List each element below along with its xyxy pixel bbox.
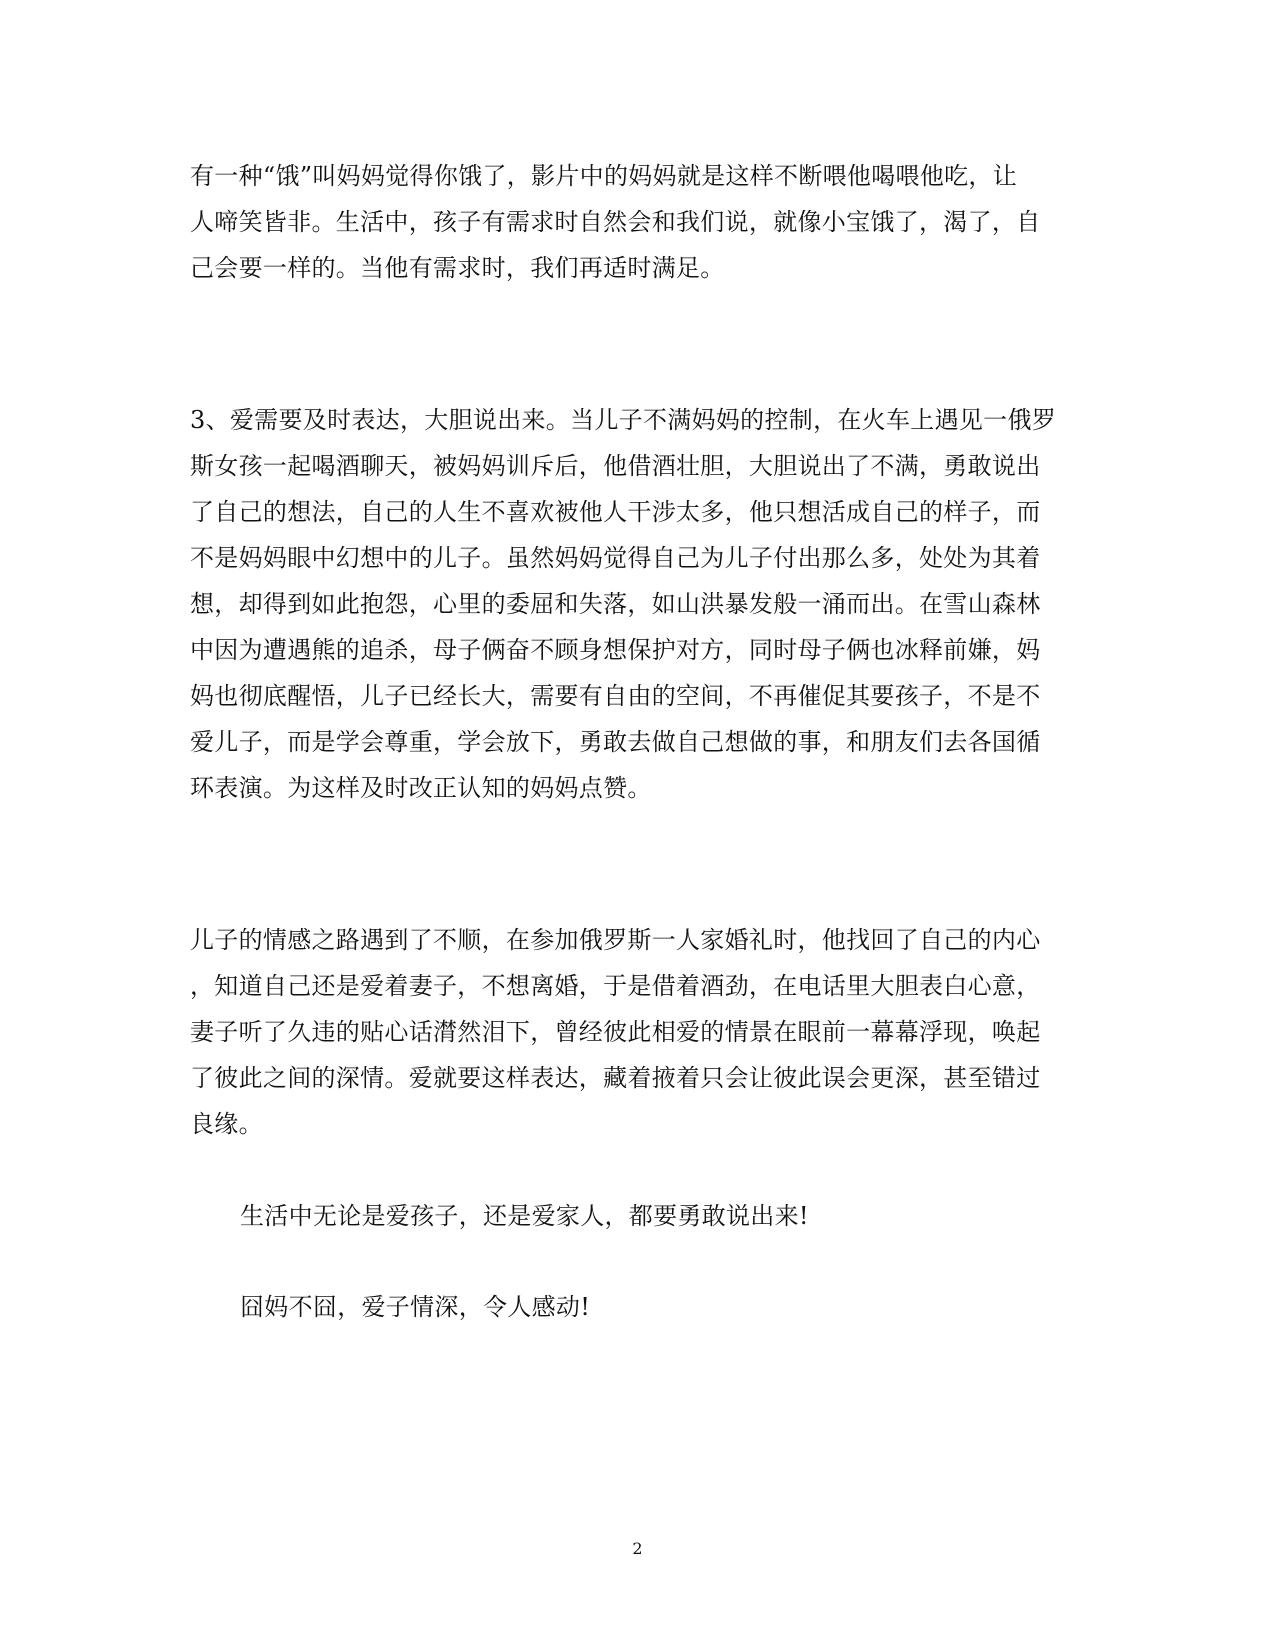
text-line: 儿子的情感之路遇到了不顺，在参加俄罗斯一人家婚礼时，他找回了自己的内心 <box>190 926 1041 954</box>
text-line: 妻子听了久违的贴心话潸然泪下，曾经彼此相爱的情景在眼前一幕幕浮现，唤起 <box>190 1018 1041 1046</box>
text-line: 人啼笑皆非。生活中，孩子有需求时自然会和我们说，就像小宝饿了，渴了，自 <box>190 208 1041 236</box>
text-line: 斯女孩一起喝酒聊天，被妈妈训斥后，他借酒壮胆，大胆说出了不满，勇敢说出 <box>190 452 1041 480</box>
text-line: 不是妈妈眼中幻想中的儿子。虽然妈妈觉得自己为儿子付出那么多，处处为其着 <box>190 544 1041 572</box>
text-line: 有一种“饿”叫妈妈觉得你饿了，影片中的妈妈就是这样不断喂他喝喂他吃，让 <box>190 162 1018 190</box>
text-line: 妈也彻底醒悟，儿子已经长大，需要有自由的空间，不再催促其要孩子，不是不 <box>190 682 1041 710</box>
text-line: 爱儿子，而是学会尊重，学会放下，勇敢去做自己想做的事，和朋友们去各国循 <box>190 728 1041 756</box>
page-number: 2 <box>632 1539 643 1558</box>
text-line: 中因为遭遇熊的追杀，母子俩奋不顾身想保护对方，同时母子俩也冰释前嫌，妈 <box>190 636 1041 664</box>
text-line: 环表演。为这样及时改正认知的妈妈点赞。 <box>190 774 652 802</box>
text-line: 良缘。 <box>190 1110 263 1138</box>
text-line: 己会要一样的。当他有需求时，我们再适时满足。 <box>190 254 725 282</box>
text-line: 3、爱需要及时表达，大胆说出来。当儿子不满妈妈的控制，在火车上遇见一俄罗 <box>190 406 1057 434</box>
text-line: 生活中无论是爱孩子，还是爱家人，都要勇敢说出来! <box>240 1202 809 1230</box>
text-line: 囧妈不囧，爱子情深，令人感动! <box>240 1293 591 1321</box>
text-line: 了自己的想法，自己的人生不喜欢被他人干涉太多，他只想活成自己的样子，而 <box>190 498 1041 526</box>
text-line: ，知道自己还是爱着妻子，不想离婚，于是借着酒劲，在电话里大胆表白心意， <box>190 972 1041 1000</box>
text-line: 了彼此之间的深情。爱就要这样表达，藏着掖着只会让彼此误会更深，甚至错过 <box>190 1064 1041 1092</box>
text-line: 想，却得到如此抱怨，心里的委屈和失落，如山洪暴发般一涌而出。在雪山森林 <box>190 590 1041 618</box>
